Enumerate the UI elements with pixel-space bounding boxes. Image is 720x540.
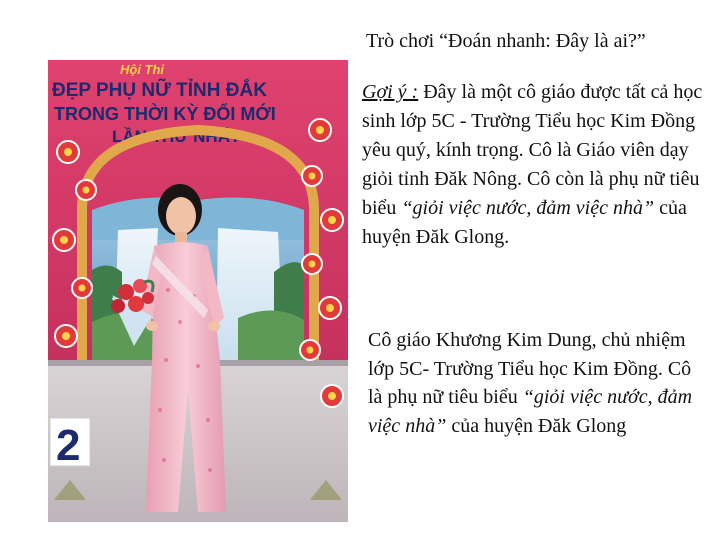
answer-paragraph	[368, 326, 708, 440]
hint-paragraph	[362, 78, 712, 252]
contestant-number: 2	[56, 421, 81, 470]
hint-label: Gợi ý :	[362, 81, 419, 103]
hint-text-end: của huyện Đăk Glong.	[362, 197, 687, 248]
hint-slogan: “giỏi việc nước, đảm việc nhà”	[401, 197, 655, 219]
banner-line-2: TRONG THỜI KỲ ĐỔI MỚI	[54, 104, 276, 124]
answer-text-end: của huyện Đăk Glong	[446, 414, 627, 437]
hint-text: Đây là một cô giáo được tất cả học sinh lớp 5C - Trường Tiểu học Kim Đồng yêu quý, kính trọng. Cô là Giáo viên dạy giỏi tỉnh Đăk Nông. Cô còn là phụ nữ tiêu biểu	[362, 81, 703, 219]
contestant-number-card	[50, 418, 90, 470]
banner-line-3: LẦN THỨ NHẤT	[112, 127, 241, 146]
slide-title: Trò chơi “Đoán nhanh: Đây là ai?”	[366, 30, 646, 52]
banner-line-0: Hội Thi	[120, 62, 165, 77]
answer-text: Cô giáo Khương Kim Dung, chủ nhiệm lớp 5C- Trường Tiểu học Kim Đồng. Cô là phụ nữ tiêu biểu	[368, 329, 692, 409]
answer-slogan: “giỏi việc nước, đảm việc nhà”	[368, 386, 693, 437]
teacher-photo	[48, 60, 348, 522]
banner-line-1: ĐẸP PHỤ NỮ TỈNH ĐẮK	[52, 80, 267, 101]
